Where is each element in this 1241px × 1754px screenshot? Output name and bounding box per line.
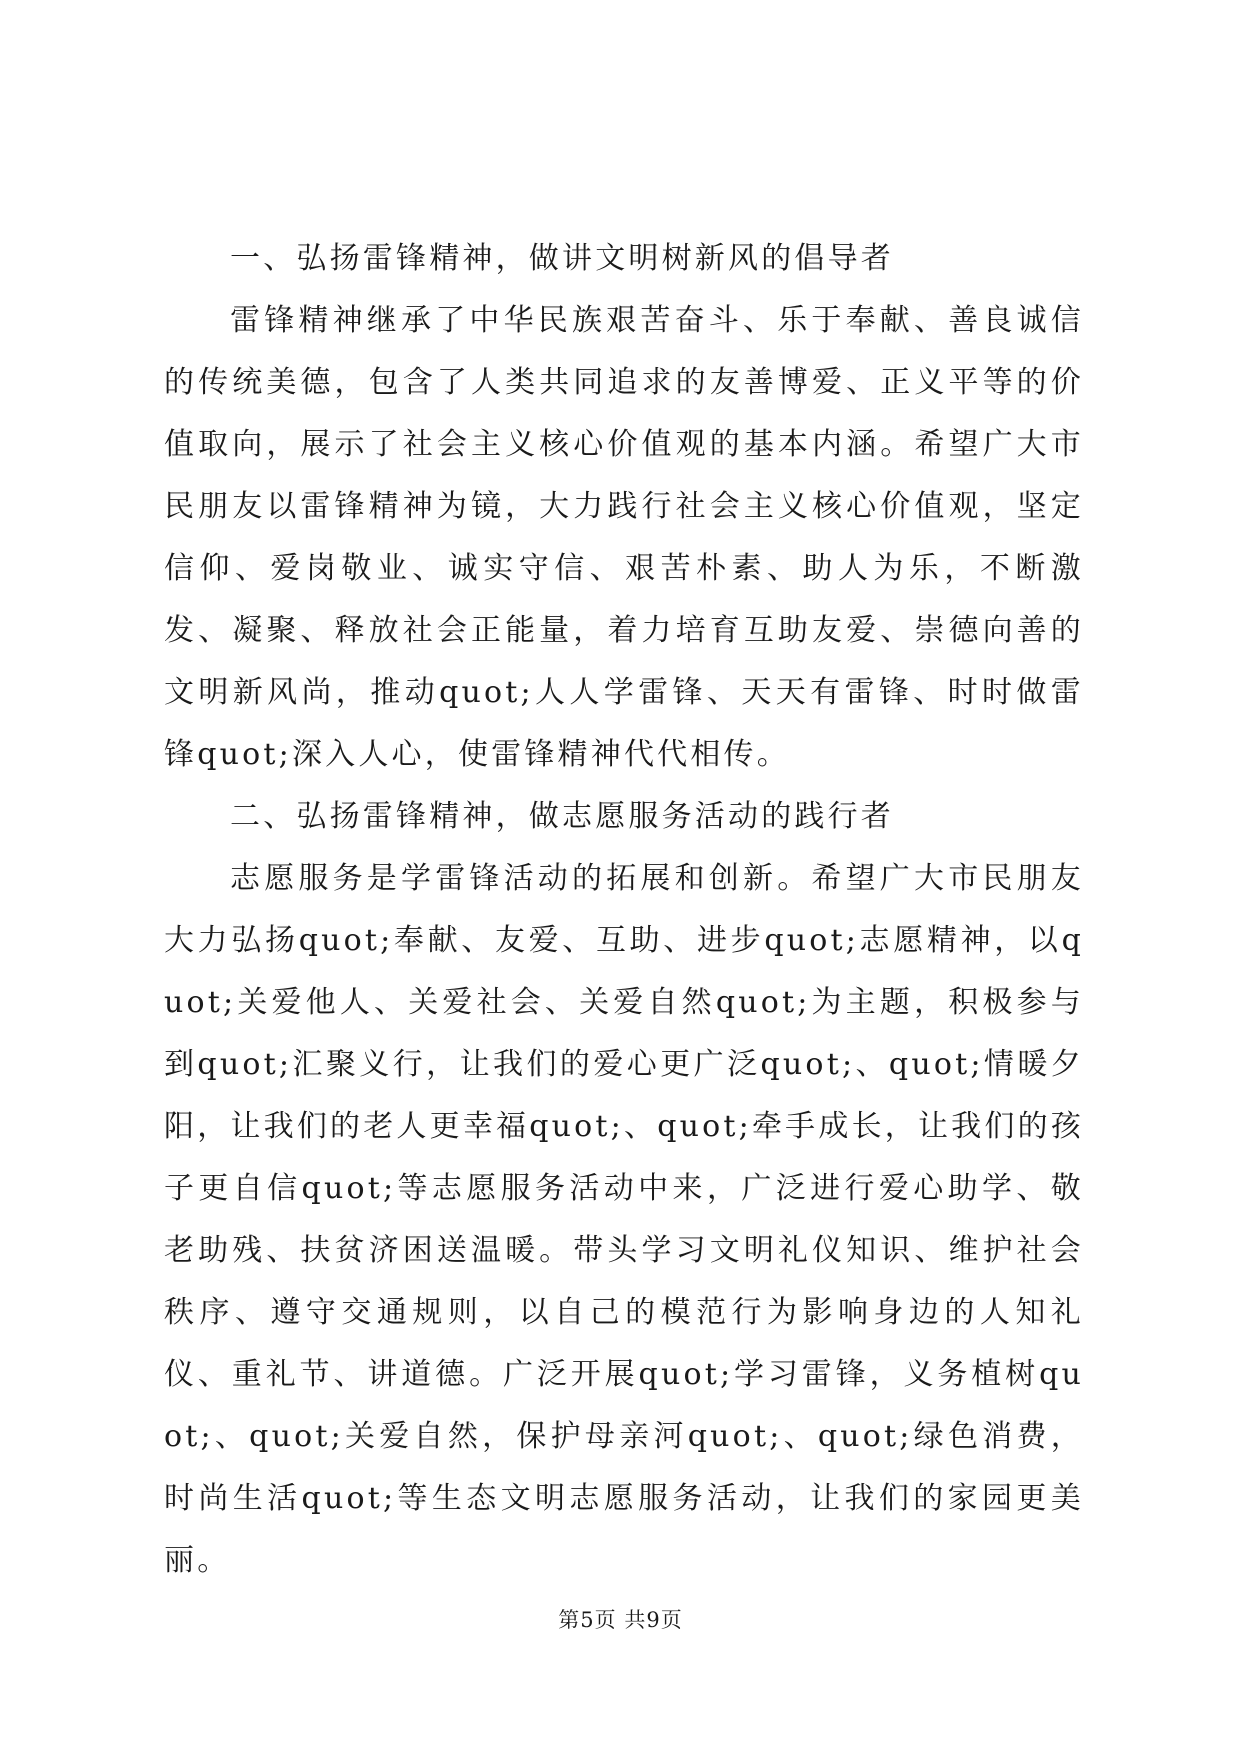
section-heading-1: 一、弘扬雷锋精神，做讲文明树新风的倡导者 [230, 241, 894, 276]
section-heading-2: 二、弘扬雷锋精神，做志愿服务活动的践行者 [230, 799, 894, 834]
document-body [164, 228, 1084, 1592]
body-paragraph-1: 雷锋精神继承了中华民族艰苦奋斗、乐于奉献、善良诚信的传统美德，包含了人类共同追求的友善博爱、正义平等的价值取向，展示了社会主义核心价值观的基本内涵。希望广大市民朋友以雷锋精神为镜，大力践行社会主义核心价值观，坚定信仰、爱岗敬业、诚实守信、艰苦朴素、助人为乐，不断激发、凝聚、释放社会正能量，着力培育互助友爱、崇德向善的文明新风尚，推动quot;人人学雷锋、天天有雷锋、时时做雷锋quot;深入人心，使雷锋精神代代相传。 [164, 303, 1084, 772]
page-number-footer: 第5页 共9页 [558, 1608, 683, 1632]
body-paragraph-2: 志愿服务是学雷锋活动的拓展和创新。希望广大市民朋友大力弘扬quot;奉献、友爱、互助、进步quot;志愿精神，以quot;关爱他人、关爱社会、关爱自然quot;为主题，积极参与到quot;汇聚义行，让我们的爱心更广泛quot;、quot;情暖夕阳，让我们的老人更幸福quot;、quot;牵手成长，让我们的孩子更自信quot;等志愿服务活动中来，广泛进行爱心助学、敬老助残、扶贫济困送温暖。带头学习文明礼仪知识、维护社会秩序、遵守交通规则，以自己的模范行为影响身边的人知礼仪、重礼节、讲道德。广泛开展quot;学习雷锋，义务植树quot;、quot;关爱自然，保护母亲河quot;、quot;绿色消费，时尚生活quot;等生态文明志愿服务活动，让我们的家园更美丽。 [164, 861, 1084, 1578]
